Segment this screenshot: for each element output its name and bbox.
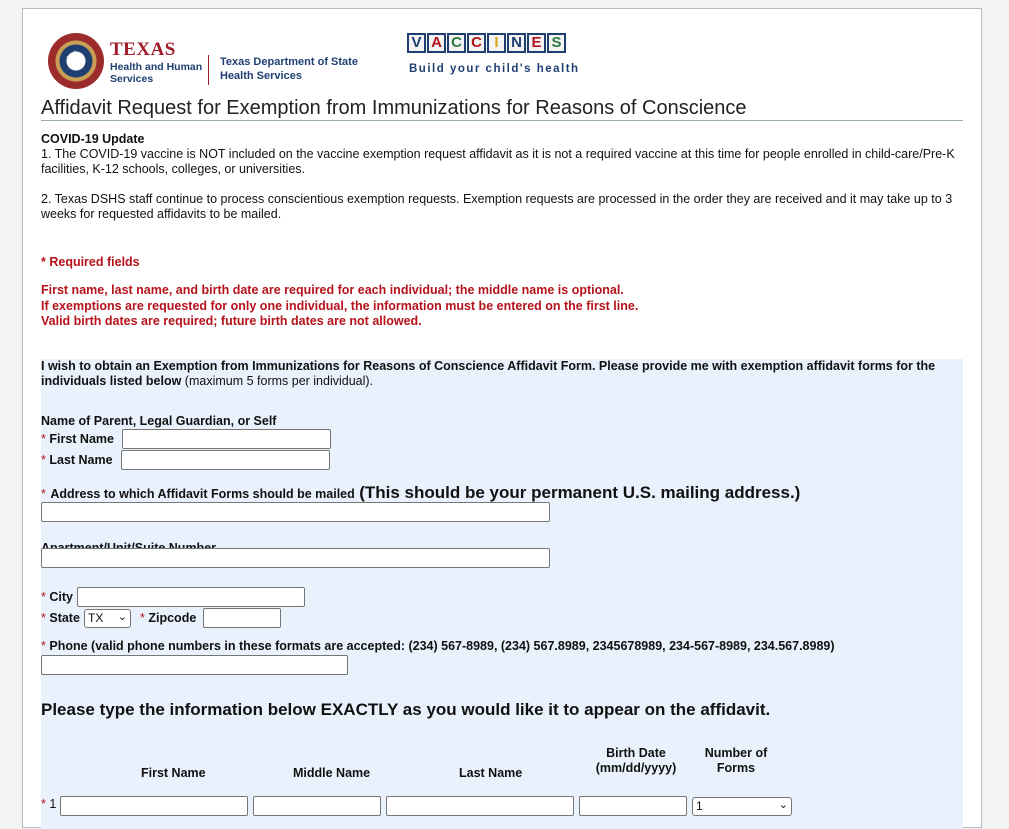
required-fields-note: * Required fields [41, 255, 140, 269]
vaccines-tagline: Build your child's health [409, 63, 580, 75]
col-first-name: First Name [141, 766, 206, 780]
zip-label-text: Zipcode [148, 611, 197, 625]
row-1-last-name-input[interactable] [386, 796, 574, 816]
phone-input[interactable] [41, 655, 348, 675]
row-1-forms-select[interactable] [692, 797, 792, 816]
vaccines-block: E [527, 33, 546, 53]
vaccines-block: C [467, 33, 486, 53]
required-star: * [41, 797, 46, 811]
dshs-line2: Health Services [220, 70, 302, 82]
validation-rules [41, 283, 638, 330]
last-name-label-text: Last Name [49, 453, 113, 467]
covid-point-1: 1. The COVID-19 vaccine is NOT included on the vaccine exemption request affidavit as it is not a required vaccine at this time for people enrolled in child-care/Pre-K facilities, K-12 schools, colleges, or universities. [41, 147, 955, 176]
page-container [22, 8, 982, 828]
parent-heading: Name of Parent, Legal Guardian, or Self [41, 414, 277, 428]
phone-label-text: Phone (valid phone numbers in these formats are accepted: (234) 567-8989, (234) 567.8989, 2345678989, 234-567-8989, 234.567.8989) [49, 639, 835, 653]
state-value: TX [88, 611, 104, 625]
col-birth-date-line2: (mm/dd/yyyy) [595, 761, 677, 775]
zip-label [140, 611, 196, 625]
zip-input[interactable] [203, 608, 281, 628]
address-label [41, 483, 800, 503]
row-1-number: 1 [49, 797, 57, 811]
form-intro [41, 359, 961, 389]
rule-3: Valid birth dates are required; future birth dates are not allowed. [41, 314, 422, 328]
row-1-label [41, 797, 56, 811]
first-name-label-text: First Name [49, 432, 114, 446]
required-star: * [41, 432, 46, 446]
logo-divider [208, 55, 209, 85]
required-star: * [41, 611, 46, 625]
col-number-of-forms [696, 746, 776, 776]
request-form [41, 359, 963, 829]
row-1-middle-name-input[interactable] [253, 796, 381, 816]
page-title: Affidavit Request for Exemption from Immunizations for Reasons of Conscience [41, 97, 747, 119]
row-1-forms-value: 1 [696, 799, 703, 813]
required-star: * [41, 453, 46, 467]
form-intro-bold: I wish to obtain an Exemption from Immunizations for Reasons of Conscience Affidavit Form. Please provide me with exemption affidavit forms for the individuals listed below [41, 359, 936, 388]
title-divider [41, 120, 963, 121]
required-star: * [41, 487, 46, 501]
rule-2: If exemptions are requested for only one individual, the information must be entered on the first line. [41, 298, 639, 313]
chevron-down-icon: ⌄ [117, 611, 127, 623]
col-forms-line2: Forms [716, 761, 756, 775]
vaccines-block: V [407, 33, 426, 53]
hhs-subtitle [110, 61, 202, 85]
parent-last-name-label [41, 453, 113, 467]
dshs-line1: Texas Department of State [220, 56, 358, 68]
required-star: * [41, 639, 46, 653]
covid-heading: COVID-19 Update [41, 132, 145, 146]
state-label [41, 611, 80, 625]
col-birth-date [591, 746, 681, 776]
city-input[interactable] [77, 587, 305, 607]
vaccines-block: C [447, 33, 466, 53]
vaccines-logo [407, 33, 607, 83]
address-label-text: Address to which Affidavit Forms should be mailed [50, 487, 355, 501]
texas-seal-icon: ★ [48, 33, 104, 89]
city-label [41, 590, 73, 604]
texas-hhs-logo [48, 31, 368, 91]
hhs-texas-text: TEXAS [110, 39, 176, 60]
parent-first-name-label [41, 432, 114, 446]
hhs-line1: Health and Human [110, 61, 203, 73]
required-star: * [140, 611, 145, 625]
state-label-text: State [49, 611, 80, 625]
chevron-down-icon: ⌄ [778, 799, 788, 811]
vaccines-blocks [407, 33, 607, 53]
required-star: * [41, 590, 46, 604]
phone-label [41, 639, 835, 653]
parent-first-name-input[interactable] [122, 429, 331, 449]
address-input[interactable] [41, 502, 550, 522]
state-select[interactable] [84, 609, 131, 628]
col-forms-line1: Number of [704, 746, 768, 760]
hhs-line2: Services [110, 73, 154, 85]
col-birth-date-line1: Birth Date [606, 746, 666, 760]
vaccines-block: A [427, 33, 446, 53]
vaccines-block: I [487, 33, 506, 53]
address-note: (This should be your permanent U.S. mailing address.) [359, 483, 801, 502]
dshs-name [220, 55, 358, 83]
col-middle-name: Middle Name [293, 766, 371, 780]
row-1-birth-date-input[interactable] [579, 796, 687, 816]
exact-info-heading: Please type the information below EXACTLY as you would like it to appear on the affidavit. [41, 700, 771, 719]
apt-input[interactable] [41, 548, 550, 568]
covid-point-2: 2. Texas DSHS staff continue to process conscientious exemption requests. Exemption requests are processed in the order they are received and it may take up to 3 weeks for requested affidavits to be mailed. [41, 192, 953, 221]
covid-update [41, 132, 961, 222]
vaccines-block: N [507, 33, 526, 53]
rule-1: First name, last name, and birth date are required for each individual; the middle name is optional. [41, 283, 624, 297]
col-last-name: Last Name [459, 766, 523, 780]
parent-last-name-input[interactable] [121, 450, 330, 470]
vaccines-block: S [547, 33, 566, 53]
city-label-text: City [49, 590, 73, 604]
form-intro-note: (maximum 5 forms per individual). [181, 374, 374, 388]
row-1-first-name-input[interactable] [60, 796, 248, 816]
